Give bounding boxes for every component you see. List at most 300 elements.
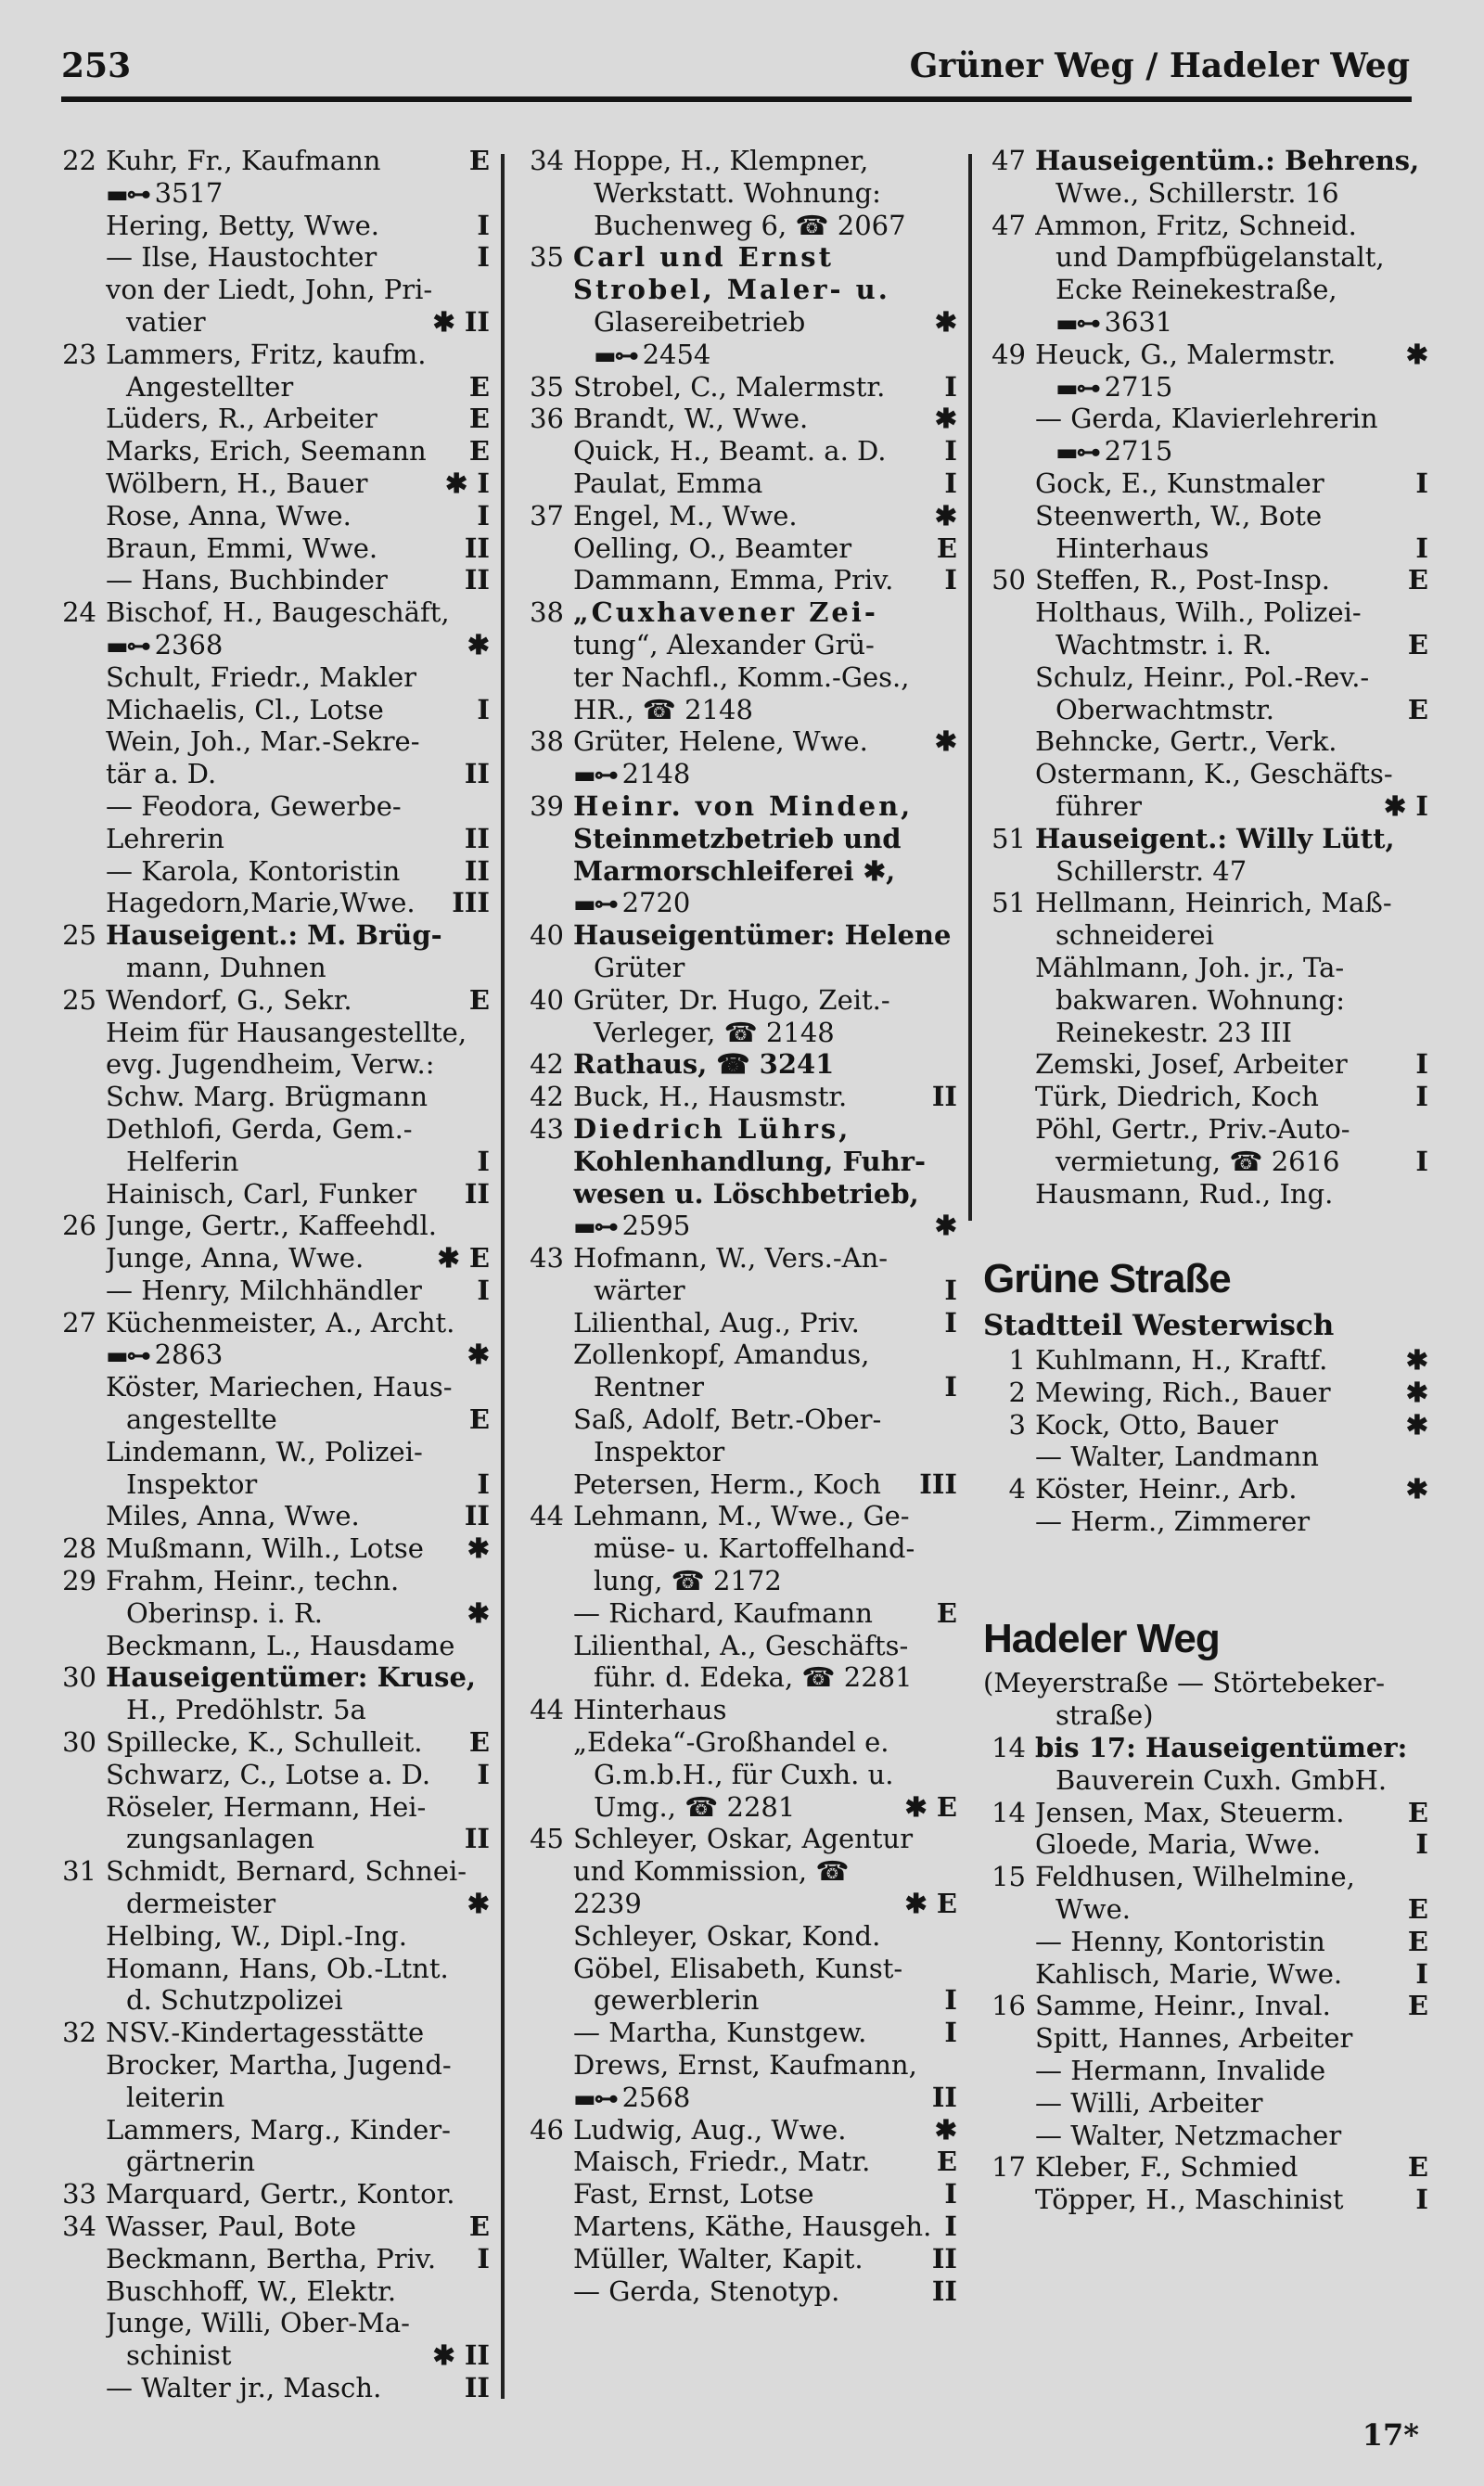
directory-entry	[521, 564, 957, 596]
directory-entry	[521, 1146, 957, 1178]
directory-entry	[521, 339, 957, 371]
directory-entry	[521, 145, 957, 177]
entry-text: Beckmann, Bertha, Priv.	[106, 2242, 437, 2275]
directory-entry	[983, 1926, 1428, 1958]
entry-text: Steenwerth, W., Bote	[1035, 499, 1323, 532]
entry-text: Köster, Mariechen, Haus-	[106, 1371, 453, 1403]
directory-entry	[521, 1307, 957, 1339]
entry-text: Schleyer, Oskar, Kond.	[573, 1919, 881, 1952]
directory-entry	[983, 1441, 1428, 1473]
house-number: 38	[530, 725, 564, 758]
telephone-icon: ▬⊶	[573, 762, 617, 790]
entry-text: Steinmetzbetrieb und	[573, 822, 902, 854]
entry-text: Michaelis, Cl., Lotse	[106, 693, 384, 725]
entry-text: Marquard, Gertr., Kontor.	[106, 2178, 455, 2210]
entry-text: — Gerda, Stenotyp.	[573, 2275, 840, 2307]
directory-entry	[521, 1275, 957, 1307]
entry-text: Grüter, Helene, Wwe.	[573, 725, 868, 758]
floor-marker: I	[477, 1758, 490, 1790]
floor-marker: ✱	[467, 628, 490, 660]
entry-text: Wachtmstr. i. R.	[1055, 628, 1273, 660]
directory-entry	[54, 210, 490, 242]
directory-entry	[983, 855, 1428, 888]
entry-text: Heim für Hausangestellte,	[106, 1016, 467, 1048]
directory-entry	[54, 1694, 490, 1726]
page-footer-signature: 17*	[1362, 2417, 1419, 2453]
phone-number: 2715	[1104, 435, 1173, 468]
entry-text: Hinterhaus	[573, 1694, 727, 1726]
entry-text: Bauverein Cuxh. GmbH.	[1055, 1763, 1388, 1796]
entry-text: Werkstatt. Wohnung:	[594, 176, 881, 209]
entry-text: Kahlisch, Marie, Wwe.	[1035, 1957, 1343, 1990]
entry-text: schneiderei	[1055, 919, 1214, 952]
directory-entry	[521, 1081, 957, 1113]
directory-entry	[521, 2243, 957, 2275]
directory-entry	[521, 1500, 957, 1532]
directory-entry	[54, 596, 490, 629]
entry-text: führer	[1055, 789, 1142, 822]
entry-text: Brandt, W., Wwe.	[573, 403, 809, 435]
entry-text: Inspektor	[594, 1435, 725, 1467]
entry-text: Grüter, Dr. Hugo, Zeit.-	[573, 983, 890, 1016]
floor-marker: ✱	[1405, 1408, 1428, 1441]
directory-entry	[983, 2022, 1428, 2055]
entry-text: Wein, Joh., Mar.-Sekre-	[106, 725, 420, 758]
entry-text: Lehrerin	[106, 822, 224, 854]
directory-entry	[521, 306, 957, 339]
entry-text: Pöhl, Gertr., Priv.-Auto-	[1035, 1112, 1350, 1145]
floor-marker: II	[464, 1500, 490, 1532]
directory-entry	[521, 2082, 957, 2114]
floor-marker: II	[464, 854, 490, 887]
entry-text: ter Nachfl., Komm.-Ges.,	[573, 660, 910, 693]
entry-text: leiterin	[126, 2081, 225, 2113]
floor-marker: E	[468, 2210, 490, 2242]
entry-text: — Walter, Netzmacher	[1035, 2119, 1342, 2151]
entry-text: gärtnerin	[126, 2146, 256, 2178]
house-number: 43	[530, 1242, 564, 1275]
house-number: 14	[991, 1732, 1026, 1764]
directory-entry	[521, 887, 957, 919]
directory-entry	[983, 371, 1428, 404]
directory-entry	[54, 339, 490, 371]
directory-entry	[54, 177, 490, 210]
floor-marker: I	[1415, 1957, 1428, 1990]
entry-text: Kleber, F., Schmied	[1035, 2151, 1298, 2184]
floor-marker: I	[1415, 467, 1428, 499]
directory-entry	[983, 694, 1428, 726]
floor-marker: II	[464, 532, 490, 564]
directory-entry	[521, 952, 957, 984]
directory-entry	[54, 1953, 490, 1985]
directory-entry	[983, 1409, 1428, 1442]
entry-text: Lammers, Marg., Kinder-	[106, 2113, 451, 2146]
floor-marker: II	[464, 564, 490, 596]
entry-text: Hainisch, Carl, Funker	[106, 1177, 417, 1210]
street-heading: Hadeler Weg	[983, 1616, 1220, 1662]
directory-entry	[54, 2210, 490, 2243]
phone-number: 2715	[1104, 370, 1173, 403]
directory-entry	[983, 1667, 1428, 1699]
entry-text: Töpper, H., Maschinist	[1035, 2184, 1344, 2216]
entry-text: Müller, Walter, Kapit.	[573, 2242, 864, 2275]
entry-text: Junge, Anna, Wwe.	[106, 1242, 365, 1275]
directory-entry	[54, 1565, 490, 1597]
directory-entry	[521, 177, 957, 210]
entry-text: mann, Duhnen	[126, 951, 326, 983]
directory-entry	[983, 1958, 1428, 1991]
entry-text: Gloede, Maria, Wwe.	[1035, 1828, 1322, 1861]
directory-entry	[54, 2146, 490, 2178]
directory-entry	[54, 2339, 490, 2372]
spacer	[983, 1570, 1428, 1603]
floor-marker: I	[1415, 1081, 1428, 1113]
directory-entry	[521, 468, 957, 500]
entry-text: bis 17: Hauseigentümer:	[1035, 1732, 1408, 1764]
entry-text: (Meyerstraße — Störtebeker-	[983, 1667, 1386, 1699]
entry-text: vatier	[126, 305, 206, 338]
entry-text: Hausmann, Rud., Ing.	[1035, 1177, 1334, 1210]
directory-entry	[521, 694, 957, 726]
house-number: 35	[530, 241, 564, 274]
telephone-icon: ▬⊶	[1055, 374, 1099, 403]
phone-number: 2568	[621, 2081, 691, 2113]
floor-marker: E	[468, 435, 490, 468]
directory-entry	[983, 2151, 1428, 2184]
entry-text: wärter	[594, 1274, 685, 1306]
directory-entry	[983, 403, 1428, 435]
house-number: 25	[62, 983, 96, 1016]
directory-entry	[983, 339, 1428, 371]
house-number: 51	[991, 887, 1026, 919]
floor-marker: I	[944, 1306, 957, 1339]
directory-entry	[983, 564, 1428, 596]
floor-marker: I	[944, 2017, 957, 2049]
directory-entry	[54, 241, 490, 274]
entry-text: Schult, Friedr., Makler	[106, 660, 417, 693]
directory-entry	[54, 1630, 490, 1662]
entry-text: Mählmann, Joh. jr., Ta-	[1035, 951, 1345, 983]
directory-entry	[54, 790, 490, 823]
directory-entry	[983, 468, 1428, 500]
entry-text: — Karola, Kontoristin	[106, 854, 401, 887]
entry-text: Lammers, Fritz, kaufm.	[106, 338, 427, 370]
house-number: 47	[991, 145, 1026, 176]
directory-entry	[521, 1339, 957, 1371]
directory-entry	[54, 2017, 490, 2049]
entry-text: Lilienthal, Aug., Priv.	[573, 1306, 860, 1339]
house-number: 4	[1008, 1473, 1026, 1506]
directory-column-1	[54, 145, 490, 2404]
directory-column-3	[983, 145, 1428, 2216]
entry-text: und Kommission, ☎	[573, 1855, 850, 1888]
floor-marker: I	[477, 209, 490, 241]
floor-marker: I	[1415, 1145, 1428, 1177]
house-number: 29	[62, 1565, 96, 1597]
directory-entry	[983, 1048, 1428, 1081]
entry-text: — Richard, Kaufmann	[573, 1596, 873, 1629]
entry-text: „Edeka“-Großhandel e.	[573, 1726, 889, 1759]
floor-marker: ✱	[934, 305, 957, 338]
directory-entry	[521, 1661, 957, 1694]
directory-entry	[54, 145, 490, 177]
entry-text: Heuck, G., Malermstr.	[1035, 338, 1337, 370]
directory-entry	[54, 1275, 490, 1307]
house-number: 46	[530, 2113, 564, 2146]
entry-text: führ. d. Edeka, ☎ 2281	[594, 1661, 913, 1694]
floor-marker: II	[931, 2275, 957, 2307]
directory-entry	[983, 1178, 1428, 1211]
entry-text: — Hermann, Invalide	[1035, 2055, 1326, 2087]
entry-text: wesen u. Löschbetrieb,	[573, 1177, 919, 1210]
entry-text: Oelling, O., Beamter	[573, 532, 852, 564]
telephone-icon: ▬⊶	[106, 632, 149, 660]
entry-text: Junge, Willi, Ober-Ma-	[106, 2307, 410, 2339]
entry-text: — Willi, Arbeiter	[1035, 2086, 1263, 2119]
directory-entry	[521, 1984, 957, 2017]
house-number: 28	[62, 1532, 96, 1565]
floor-marker: E	[936, 532, 957, 564]
directory-entry	[521, 1017, 957, 1049]
column-divider-2	[968, 154, 972, 1221]
telephone-icon: ▬⊶	[1055, 309, 1099, 338]
entry-text: Heinr. von Minden,	[573, 789, 914, 822]
directory-entry	[521, 435, 957, 468]
entry-text: Kock, Otto, Bauer	[1035, 1408, 1278, 1441]
directory-entry	[521, 1436, 957, 1468]
entry-text: — Gerda, Klavierlehrerin	[1035, 403, 1378, 435]
directory-entry	[521, 1371, 957, 1403]
floor-marker: I	[477, 241, 490, 274]
floor-marker: I	[944, 2178, 957, 2210]
directory-entry	[54, 629, 490, 661]
page-number: 253	[61, 46, 132, 85]
directory-entry	[983, 984, 1428, 1017]
directory-entry	[54, 2307, 490, 2339]
directory-entry	[521, 1532, 957, 1565]
entry-text: Schillerstr. 47	[1055, 854, 1247, 887]
floor-marker: E	[1407, 2151, 1428, 2184]
telephone-icon: ▬⊶	[106, 180, 149, 209]
entry-text: Köster, Heinr., Arb.	[1035, 1473, 1298, 1506]
floor-marker: ✱	[934, 725, 957, 758]
directory-entry	[983, 790, 1428, 823]
floor-marker: ✱	[467, 1339, 490, 1371]
entry-text: Bischof, H., Baugeschäft,	[106, 596, 450, 629]
phone-number: 2368	[154, 628, 224, 660]
telephone-icon: ▬⊶	[573, 1213, 617, 1242]
directory-entry	[521, 1565, 957, 1597]
house-number: 15	[991, 1861, 1026, 1893]
floor-marker: ✱	[1405, 1376, 1428, 1408]
entry-text: Jensen, Max, Steuerm.	[1035, 1796, 1345, 1828]
directory-entry	[54, 1307, 490, 1339]
entry-text: Diedrich Lührs,	[573, 1112, 851, 1145]
directory-entry	[983, 725, 1428, 758]
directory-entry	[983, 1473, 1428, 1506]
directory-entry	[983, 629, 1428, 661]
entry-text: straße)	[1055, 1699, 1154, 1732]
floor-marker: ✱ II	[432, 305, 490, 338]
directory-entry	[521, 2178, 957, 2210]
entry-text: dermeister	[126, 1888, 276, 1920]
entry-text: Wölbern, H., Bauer	[106, 467, 368, 499]
entry-text: Wwe., Schillerstr. 16	[1055, 176, 1339, 209]
directory-entry	[983, 210, 1428, 242]
floor-marker: I	[944, 1984, 957, 2017]
floor-marker: E	[936, 1596, 957, 1629]
directory-entry	[521, 1759, 957, 1791]
entry-text: Spillecke, K., Schulleit.	[106, 1726, 423, 1759]
entry-text: Oberwachtmstr.	[1055, 693, 1274, 725]
entry-text: Lehmann, M., Wwe., Ge-	[573, 1500, 910, 1532]
directory-entry	[54, 2114, 490, 2146]
entry-text: Ludwig, Aug., Wwe.	[573, 2113, 847, 2146]
directory-entry	[521, 823, 957, 855]
directory-entry	[983, 1732, 1428, 1764]
entry-text: Hauseigentümer: Helene	[573, 919, 952, 952]
directory-entry	[54, 274, 490, 306]
directory-entry	[521, 1855, 957, 1888]
directory-entry	[521, 596, 957, 629]
entry-text: H., Predöhlstr. 5a	[126, 1694, 366, 1726]
directory-entry	[54, 500, 490, 532]
entry-text: Frahm, Heinr., techn.	[106, 1565, 400, 1597]
entry-text: Dammann, Emma, Priv.	[573, 564, 894, 596]
directory-entry	[54, 661, 490, 694]
entry-text: Helbing, W., Dipl.-Ing.	[106, 1919, 407, 1952]
directory-entry	[54, 1081, 490, 1113]
entry-text: Miles, Anna, Wwe.	[106, 1500, 360, 1532]
house-number: 30	[62, 1726, 96, 1759]
entry-text: Feldhusen, Wilhelmine,	[1035, 1861, 1355, 1893]
directory-entry	[983, 2087, 1428, 2120]
entry-text: von der Liedt, John, Pri-	[106, 274, 433, 306]
directory-entry	[521, 725, 957, 758]
floor-marker: ✱	[467, 1888, 490, 1920]
directory-entry	[54, 1661, 490, 1694]
directory-entry	[521, 919, 957, 952]
entry-text: Küchenmeister, A., Archt.	[106, 1306, 455, 1339]
floor-marker: E	[468, 370, 490, 403]
directory-entry	[983, 596, 1428, 629]
directory-entry	[54, 1823, 490, 1855]
directory-entry	[54, 1113, 490, 1146]
floor-marker: ✱	[934, 499, 957, 532]
entry-text: Hauseigent.: Willy Lütt,	[1035, 822, 1395, 854]
entry-text: schinist	[126, 2339, 232, 2372]
house-number: 27	[62, 1306, 96, 1339]
directory-entry	[983, 2055, 1428, 2087]
floor-marker: I	[944, 1371, 957, 1403]
floor-marker: II	[464, 1177, 490, 1210]
entry-text: Wendorf, G., Sekr.	[106, 983, 352, 1016]
house-number: 32	[62, 2017, 96, 2049]
entry-text: Fast, Ernst, Lotse	[573, 2178, 814, 2210]
entry-text: — Martha, Kunstgew.	[573, 2017, 867, 2049]
entry-text: Ammon, Fritz, Schneid.	[1035, 209, 1357, 241]
entry-text: Grüter	[594, 951, 685, 983]
column-divider-1	[501, 154, 505, 2399]
phone-number: 2720	[621, 887, 691, 919]
entry-text: Behncke, Gertr., Verk.	[1035, 725, 1337, 758]
directory-entry	[54, 435, 490, 468]
house-number: 38	[530, 596, 564, 629]
directory-entry	[521, 2049, 957, 2082]
directory-entry	[54, 1403, 490, 1436]
floor-marker: E	[1407, 1925, 1428, 1957]
house-number: 34	[62, 2210, 96, 2242]
entry-text: Kuhlmann, H., Kraftf.	[1035, 1344, 1328, 1377]
floor-marker: I	[1415, 2184, 1428, 2216]
entry-text: Umg., ☎ 2281	[594, 1790, 796, 1823]
page-title: Grüner Weg / Hadeler Weg	[909, 46, 1410, 85]
house-number: 37	[530, 499, 564, 532]
entry-text: Saß, Adolf, Betr.-Ober-	[573, 1403, 882, 1436]
entry-text: Kohlenhandlung, Fuhr-	[573, 1145, 927, 1177]
entry-text: Angestellter	[126, 370, 294, 403]
spacer	[983, 1538, 1428, 1570]
entry-text: 2239	[573, 1888, 642, 1920]
entry-text: Dethlofi, Gerda, Gem.-	[106, 1112, 413, 1145]
entry-text: Spitt, Hannes, Arbeiter	[1035, 2022, 1353, 2055]
directory-entry	[983, 887, 1428, 919]
entry-text: — Feodora, Gewerbe-	[106, 789, 402, 822]
entry-text: Hauseigentümer: Kruse,	[106, 1661, 477, 1694]
floor-marker: II	[931, 1081, 957, 1113]
floor-marker: E	[1407, 1990, 1428, 2022]
floor-marker: E	[1407, 628, 1428, 660]
directory-entry	[54, 1532, 490, 1565]
entry-text: Glasereibetrieb	[594, 305, 806, 338]
directory-entry	[54, 952, 490, 984]
entry-text: Beckmann, L., Hausdame	[106, 1629, 455, 1661]
directory-entry	[521, 500, 957, 532]
directory-entry	[983, 952, 1428, 984]
directory-entry	[54, 371, 490, 404]
entry-text: Ostermann, K., Geschäfts-	[1035, 758, 1393, 790]
directory-entry	[521, 1403, 957, 1436]
directory-entry	[54, 1855, 490, 1888]
telephone-icon: ▬⊶	[573, 891, 617, 919]
entry-text: angestellte	[126, 1403, 277, 1436]
directory-entry	[521, 661, 957, 694]
entry-text: Göbel, Elisabeth, Kunst-	[573, 1952, 903, 1984]
directory-entry	[521, 1178, 957, 1211]
directory-entry	[54, 919, 490, 952]
directory-entry	[54, 1048, 490, 1081]
floor-marker: I	[477, 1467, 490, 1500]
entry-text: Wwe.	[1055, 1893, 1132, 1926]
entry-text: Junge, Gertr., Kaffeehdl.	[106, 1210, 437, 1242]
directory-entry	[54, 403, 490, 435]
entry-text: — Henry, Milchhändler	[106, 1274, 422, 1306]
entry-text: Rentner	[594, 1371, 705, 1403]
directory-entry	[54, 1210, 490, 1242]
directory-entry	[54, 1468, 490, 1501]
floor-marker: II	[464, 1823, 490, 1855]
house-number: 23	[62, 338, 96, 370]
directory-entry	[54, 694, 490, 726]
floor-marker: ✱	[467, 1596, 490, 1629]
house-number: 50	[991, 564, 1026, 596]
directory-entry	[54, 1242, 490, 1275]
floor-marker: E	[468, 983, 490, 1016]
entry-text: Martens, Käthe, Hausgeh.	[573, 2210, 932, 2242]
directory-entry	[54, 2082, 490, 2114]
directory-entry	[521, 1048, 957, 1081]
house-number: 17	[991, 2151, 1026, 2184]
